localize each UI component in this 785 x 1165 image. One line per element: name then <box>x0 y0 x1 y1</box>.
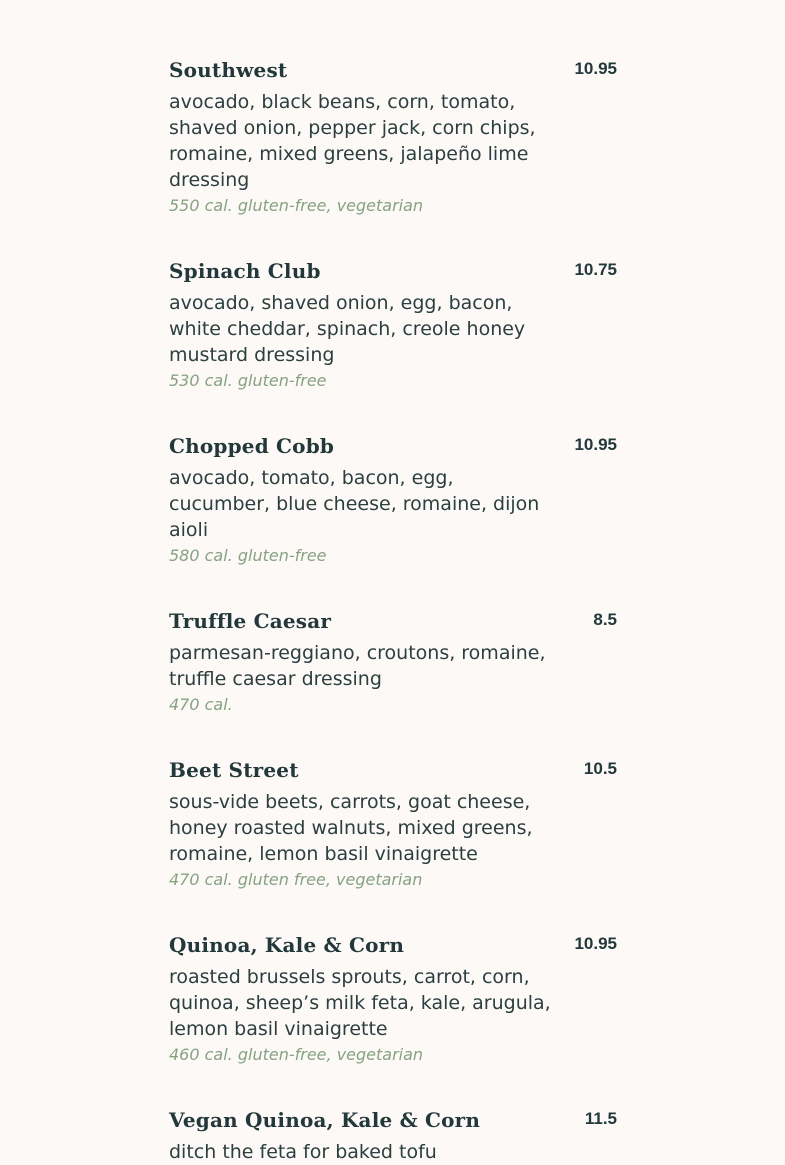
item-description <box>169 465 559 568</box>
item-meta: 470 cal. gluten free, vegetarian <box>169 870 423 889</box>
item-meta: 550 cal. gluten-free, vegetarian <box>169 196 424 215</box>
item-meta: 460 cal. gluten-free, vegetarian <box>169 1045 424 1064</box>
item-description-text: parmesan-reggiano, croutons, romaine, truffle caesar dressing <box>169 642 546 690</box>
item-description-text: avocado, black beans, corn, tomato, shaved onion, pepper jack, corn chips, romaine, mixed greens, jalapeño lime dressing <box>169 91 536 191</box>
item-description-text: roasted brussels sprouts, carrot, corn, quinoa, sheep’s milk feta, kale, arugula, lemon basil vinaigrette <box>169 966 551 1040</box>
item-name: Spinach Club <box>169 259 321 283</box>
item-description-text: ditch the feta for baked tofu <box>169 1141 437 1163</box>
item-description <box>169 290 559 393</box>
item-meta: 470 cal. <box>169 695 233 714</box>
item-description-text: sous-vide beets, carrots, goat cheese, honey roasted walnuts, mixed greens, romaine, lemon basil vinaigrette <box>169 791 533 865</box>
item-name: Vegan Quinoa, Kale & Corn <box>169 1108 481 1132</box>
item-description <box>169 640 559 717</box>
item-name: Southwest <box>169 58 288 82</box>
item-price: 10.95 <box>574 59 617 78</box>
item-description <box>169 789 559 892</box>
item-name: Beet Street <box>169 758 299 782</box>
item-description <box>169 89 559 218</box>
item-description <box>169 1139 559 1165</box>
item-price: 10.75 <box>574 260 617 279</box>
item-price: 11.5 <box>584 1109 617 1128</box>
item-price: 8.5 <box>593 610 617 629</box>
item-description-text: avocado, shaved onion, egg, bacon, white cheddar, spinach, creole honey mustard dressing <box>169 292 526 366</box>
item-description <box>169 964 559 1067</box>
item-meta: 580 cal. gluten-free <box>169 546 327 565</box>
item-price: 10.5 <box>583 759 617 778</box>
item-name: Truffle Caesar <box>169 609 332 633</box>
item-price: 10.95 <box>574 934 617 953</box>
item-description-text: avocado, tomato, bacon, egg, cucumber, blue cheese, romaine, dijon aioli <box>169 467 540 541</box>
item-name: Quinoa, Kale & Corn <box>169 933 405 957</box>
item-meta: 530 cal. gluten-free <box>169 371 327 390</box>
item-price: 10.95 <box>574 435 617 454</box>
item-name: Chopped Cobb <box>169 434 335 458</box>
